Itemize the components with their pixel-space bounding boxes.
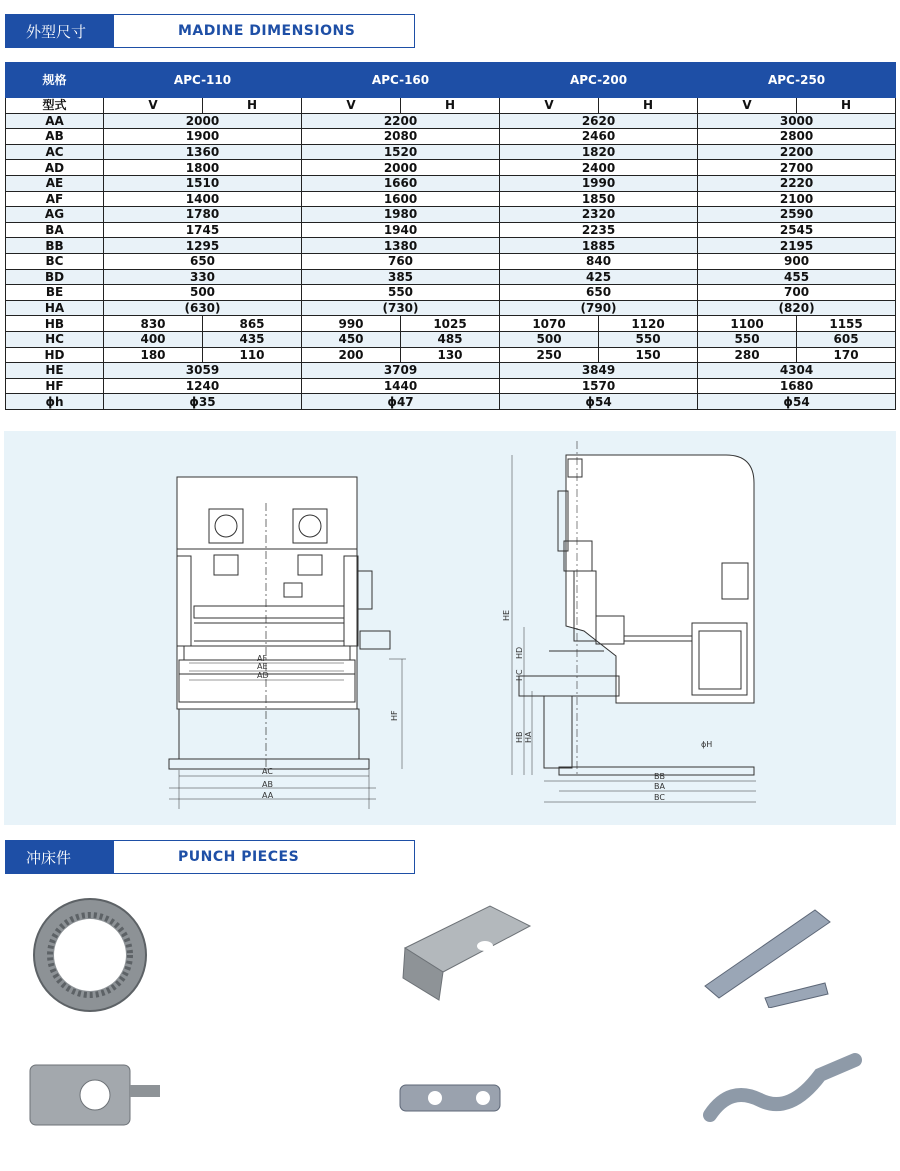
- table-cell: 1240: [104, 378, 302, 394]
- table-cell: 1120: [599, 316, 698, 332]
- table-cell: 2080: [302, 129, 500, 145]
- row-label: ϕh: [6, 394, 104, 410]
- table-row: [6, 175, 896, 191]
- table-cell: 650: [500, 285, 698, 301]
- front-label-aa: AA: [262, 791, 274, 800]
- table-cell: 1680: [698, 378, 896, 394]
- side-label-hc: HC: [515, 669, 524, 681]
- table-cell: ϕ54: [698, 394, 896, 410]
- table-cell: ϕ35: [104, 394, 302, 410]
- table-row: [6, 160, 896, 176]
- table-row: [6, 285, 896, 301]
- side-view-drawing: [512, 441, 756, 802]
- type-cell: V: [698, 98, 797, 114]
- table-cell: 2200: [698, 144, 896, 160]
- table-row: [6, 113, 896, 129]
- front-label-af: AF: [257, 654, 268, 663]
- table-cell: 650: [104, 253, 302, 269]
- piece-bent-plate-image: [395, 898, 540, 1008]
- piece-clamp-clip-image: [700, 1045, 865, 1135]
- table-cell: 1520: [302, 144, 500, 160]
- table-cell: 2000: [302, 160, 500, 176]
- side-label-ba: BA: [654, 782, 665, 791]
- table-cell: 3059: [104, 363, 302, 379]
- front-label-ab: AB: [262, 780, 273, 789]
- table-cell: 2620: [500, 113, 698, 129]
- row-label: HC: [6, 331, 104, 347]
- table-cell: 435: [203, 331, 302, 347]
- side-label-bb: BB: [654, 772, 665, 781]
- row-label: AD: [6, 160, 104, 176]
- table-cell: 3709: [302, 363, 500, 379]
- table-cell: 330: [104, 269, 302, 285]
- row-label: AG: [6, 207, 104, 223]
- side-label-bc: BC: [654, 793, 665, 802]
- table-cell: 250: [500, 347, 599, 363]
- table-cell: 1660: [302, 175, 500, 191]
- type-cell: V: [500, 98, 599, 114]
- side-label-hd: HD: [515, 646, 524, 659]
- table-cell: 455: [698, 269, 896, 285]
- table-cell: 2590: [698, 207, 896, 223]
- table-cell: 385: [302, 269, 500, 285]
- table-cell: 200: [302, 347, 401, 363]
- side-label-phih: ϕH: [701, 740, 713, 749]
- table-row: [6, 363, 896, 379]
- table-cell: 865: [203, 316, 302, 332]
- table-cell: 3000: [698, 113, 896, 129]
- table-cell: 2460: [500, 129, 698, 145]
- table-cell: 1570: [500, 378, 698, 394]
- table-cell: 170: [797, 347, 896, 363]
- table-cell: 1400: [104, 191, 302, 207]
- table-cell: 485: [401, 331, 500, 347]
- dimension-table: [5, 62, 896, 410]
- model-header: APC-160: [302, 63, 500, 98]
- row-label: HB: [6, 316, 104, 332]
- table-cell: 760: [302, 253, 500, 269]
- table-cell: 840: [500, 253, 698, 269]
- table-cell: 900: [698, 253, 896, 269]
- table-cell: 280: [698, 347, 797, 363]
- row-label: 型式: [6, 98, 104, 114]
- row-label: AF: [6, 191, 104, 207]
- table-cell: ϕ47: [302, 394, 500, 410]
- row-label: HD: [6, 347, 104, 363]
- table-cell: 2220: [698, 175, 896, 191]
- table-row: [6, 269, 896, 285]
- table-cell: 500: [104, 285, 302, 301]
- table-row: [6, 144, 896, 160]
- piece-mount-plate-image: [25, 1055, 165, 1135]
- front-label-ae: AE: [257, 662, 268, 671]
- model-header: APC-200: [500, 63, 698, 98]
- table-cell: 1980: [302, 207, 500, 223]
- row-label: HE: [6, 363, 104, 379]
- table-cell: (790): [500, 300, 698, 316]
- front-label-hf: HF: [390, 710, 399, 721]
- type-cell: H: [203, 98, 302, 114]
- table-cell: 700: [698, 285, 896, 301]
- table-cell: 605: [797, 331, 896, 347]
- type-cell: V: [104, 98, 203, 114]
- table-cell: 400: [104, 331, 203, 347]
- table-cell: 1295: [104, 238, 302, 254]
- table-cell: 990: [302, 316, 401, 332]
- table-row: [6, 253, 896, 269]
- table-cell: 2320: [500, 207, 698, 223]
- piece-gear-ring-image: [20, 895, 160, 1015]
- section-title-en: MADINE DIMENSIONS: [178, 23, 356, 39]
- type-cell: H: [797, 98, 896, 114]
- model-header: APC-250: [698, 63, 896, 98]
- table-cell: 1360: [104, 144, 302, 160]
- table-cell: 1900: [104, 129, 302, 145]
- table-cell: 110: [203, 347, 302, 363]
- table-cell: 500: [500, 331, 599, 347]
- table-row: [6, 207, 896, 223]
- table-cell: 1070: [500, 316, 599, 332]
- spec-header: 规格: [6, 63, 104, 98]
- section-title-cn: 冲床件: [6, 841, 114, 873]
- row-label: HA: [6, 300, 104, 316]
- table-cell: 150: [599, 347, 698, 363]
- side-label-hb: HB: [515, 731, 524, 743]
- piece-bracket-strip-image: [695, 898, 840, 1008]
- side-label-ha: HA: [524, 731, 533, 743]
- table-cell: 2545: [698, 222, 896, 238]
- table-row: [6, 238, 896, 254]
- table-cell: 2200: [302, 113, 500, 129]
- table-cell: 550: [599, 331, 698, 347]
- section-title-cn: 外型尺寸: [6, 15, 114, 47]
- row-label: AC: [6, 144, 104, 160]
- table-cell: 180: [104, 347, 203, 363]
- table-cell: 830: [104, 316, 203, 332]
- table-row: [6, 347, 896, 363]
- table-cell: 1800: [104, 160, 302, 176]
- table-cell: 2195: [698, 238, 896, 254]
- table-cell: 1780: [104, 207, 302, 223]
- table-cell: 1440: [302, 378, 500, 394]
- table-cell: 2100: [698, 191, 896, 207]
- side-label-he: HE: [502, 609, 511, 621]
- table-row: [6, 394, 896, 410]
- type-cell: H: [599, 98, 698, 114]
- table-row: [6, 191, 896, 207]
- table-cell: 425: [500, 269, 698, 285]
- table-row: [6, 300, 896, 316]
- table-cell: 2000: [104, 113, 302, 129]
- model-header: APC-110: [104, 63, 302, 98]
- table-cell: 1380: [302, 238, 500, 254]
- table-cell: 1820: [500, 144, 698, 160]
- table-cell: 2700: [698, 160, 896, 176]
- table-cell: 1600: [302, 191, 500, 207]
- row-label: BB: [6, 238, 104, 254]
- table-cell: 1850: [500, 191, 698, 207]
- table-cell: 3849: [500, 363, 698, 379]
- table-cell: 1025: [401, 316, 500, 332]
- section-header-dimensions: [5, 14, 415, 48]
- front-label-ac: AC: [262, 767, 273, 776]
- type-cell: H: [401, 98, 500, 114]
- row-label: BA: [6, 222, 104, 238]
- table-cell: 1940: [302, 222, 500, 238]
- table-cell: 550: [698, 331, 797, 347]
- table-row: [6, 222, 896, 238]
- table-cell: 1155: [797, 316, 896, 332]
- table-row: [6, 378, 896, 394]
- table-cell: 2235: [500, 222, 698, 238]
- table-cell: 450: [302, 331, 401, 347]
- table-row: [6, 331, 896, 347]
- table-cell: 2800: [698, 129, 896, 145]
- table-cell: 2400: [500, 160, 698, 176]
- row-label: HF: [6, 378, 104, 394]
- row-label: BD: [6, 269, 104, 285]
- technical-drawing: [4, 431, 896, 825]
- row-label: BE: [6, 285, 104, 301]
- row-label: AB: [6, 129, 104, 145]
- table-cell: 550: [302, 285, 500, 301]
- type-cell: V: [302, 98, 401, 114]
- table-cell: 1510: [104, 175, 302, 191]
- table-cell: (730): [302, 300, 500, 316]
- table-cell: 1745: [104, 222, 302, 238]
- section-header-pieces: [5, 840, 415, 874]
- table-cell: 1100: [698, 316, 797, 332]
- table-cell: 1990: [500, 175, 698, 191]
- section-title-en: PUNCH PIECES: [178, 849, 300, 865]
- row-label: BC: [6, 253, 104, 269]
- table-row: [6, 316, 896, 332]
- table-row: [6, 129, 896, 145]
- table-cell: 4304: [698, 363, 896, 379]
- technical-drawing-panel: [4, 431, 896, 825]
- table-row: [6, 98, 896, 114]
- front-label-ad: AD: [257, 671, 269, 680]
- piece-flat-bar-image: [395, 1065, 515, 1135]
- table-cell: 130: [401, 347, 500, 363]
- row-label: AE: [6, 175, 104, 191]
- table-header-row: [6, 63, 896, 98]
- row-label: AA: [6, 113, 104, 129]
- front-view-drawing: [169, 477, 406, 809]
- table-cell: (820): [698, 300, 896, 316]
- table-cell: (630): [104, 300, 302, 316]
- table-cell: ϕ54: [500, 394, 698, 410]
- table-cell: 1885: [500, 238, 698, 254]
